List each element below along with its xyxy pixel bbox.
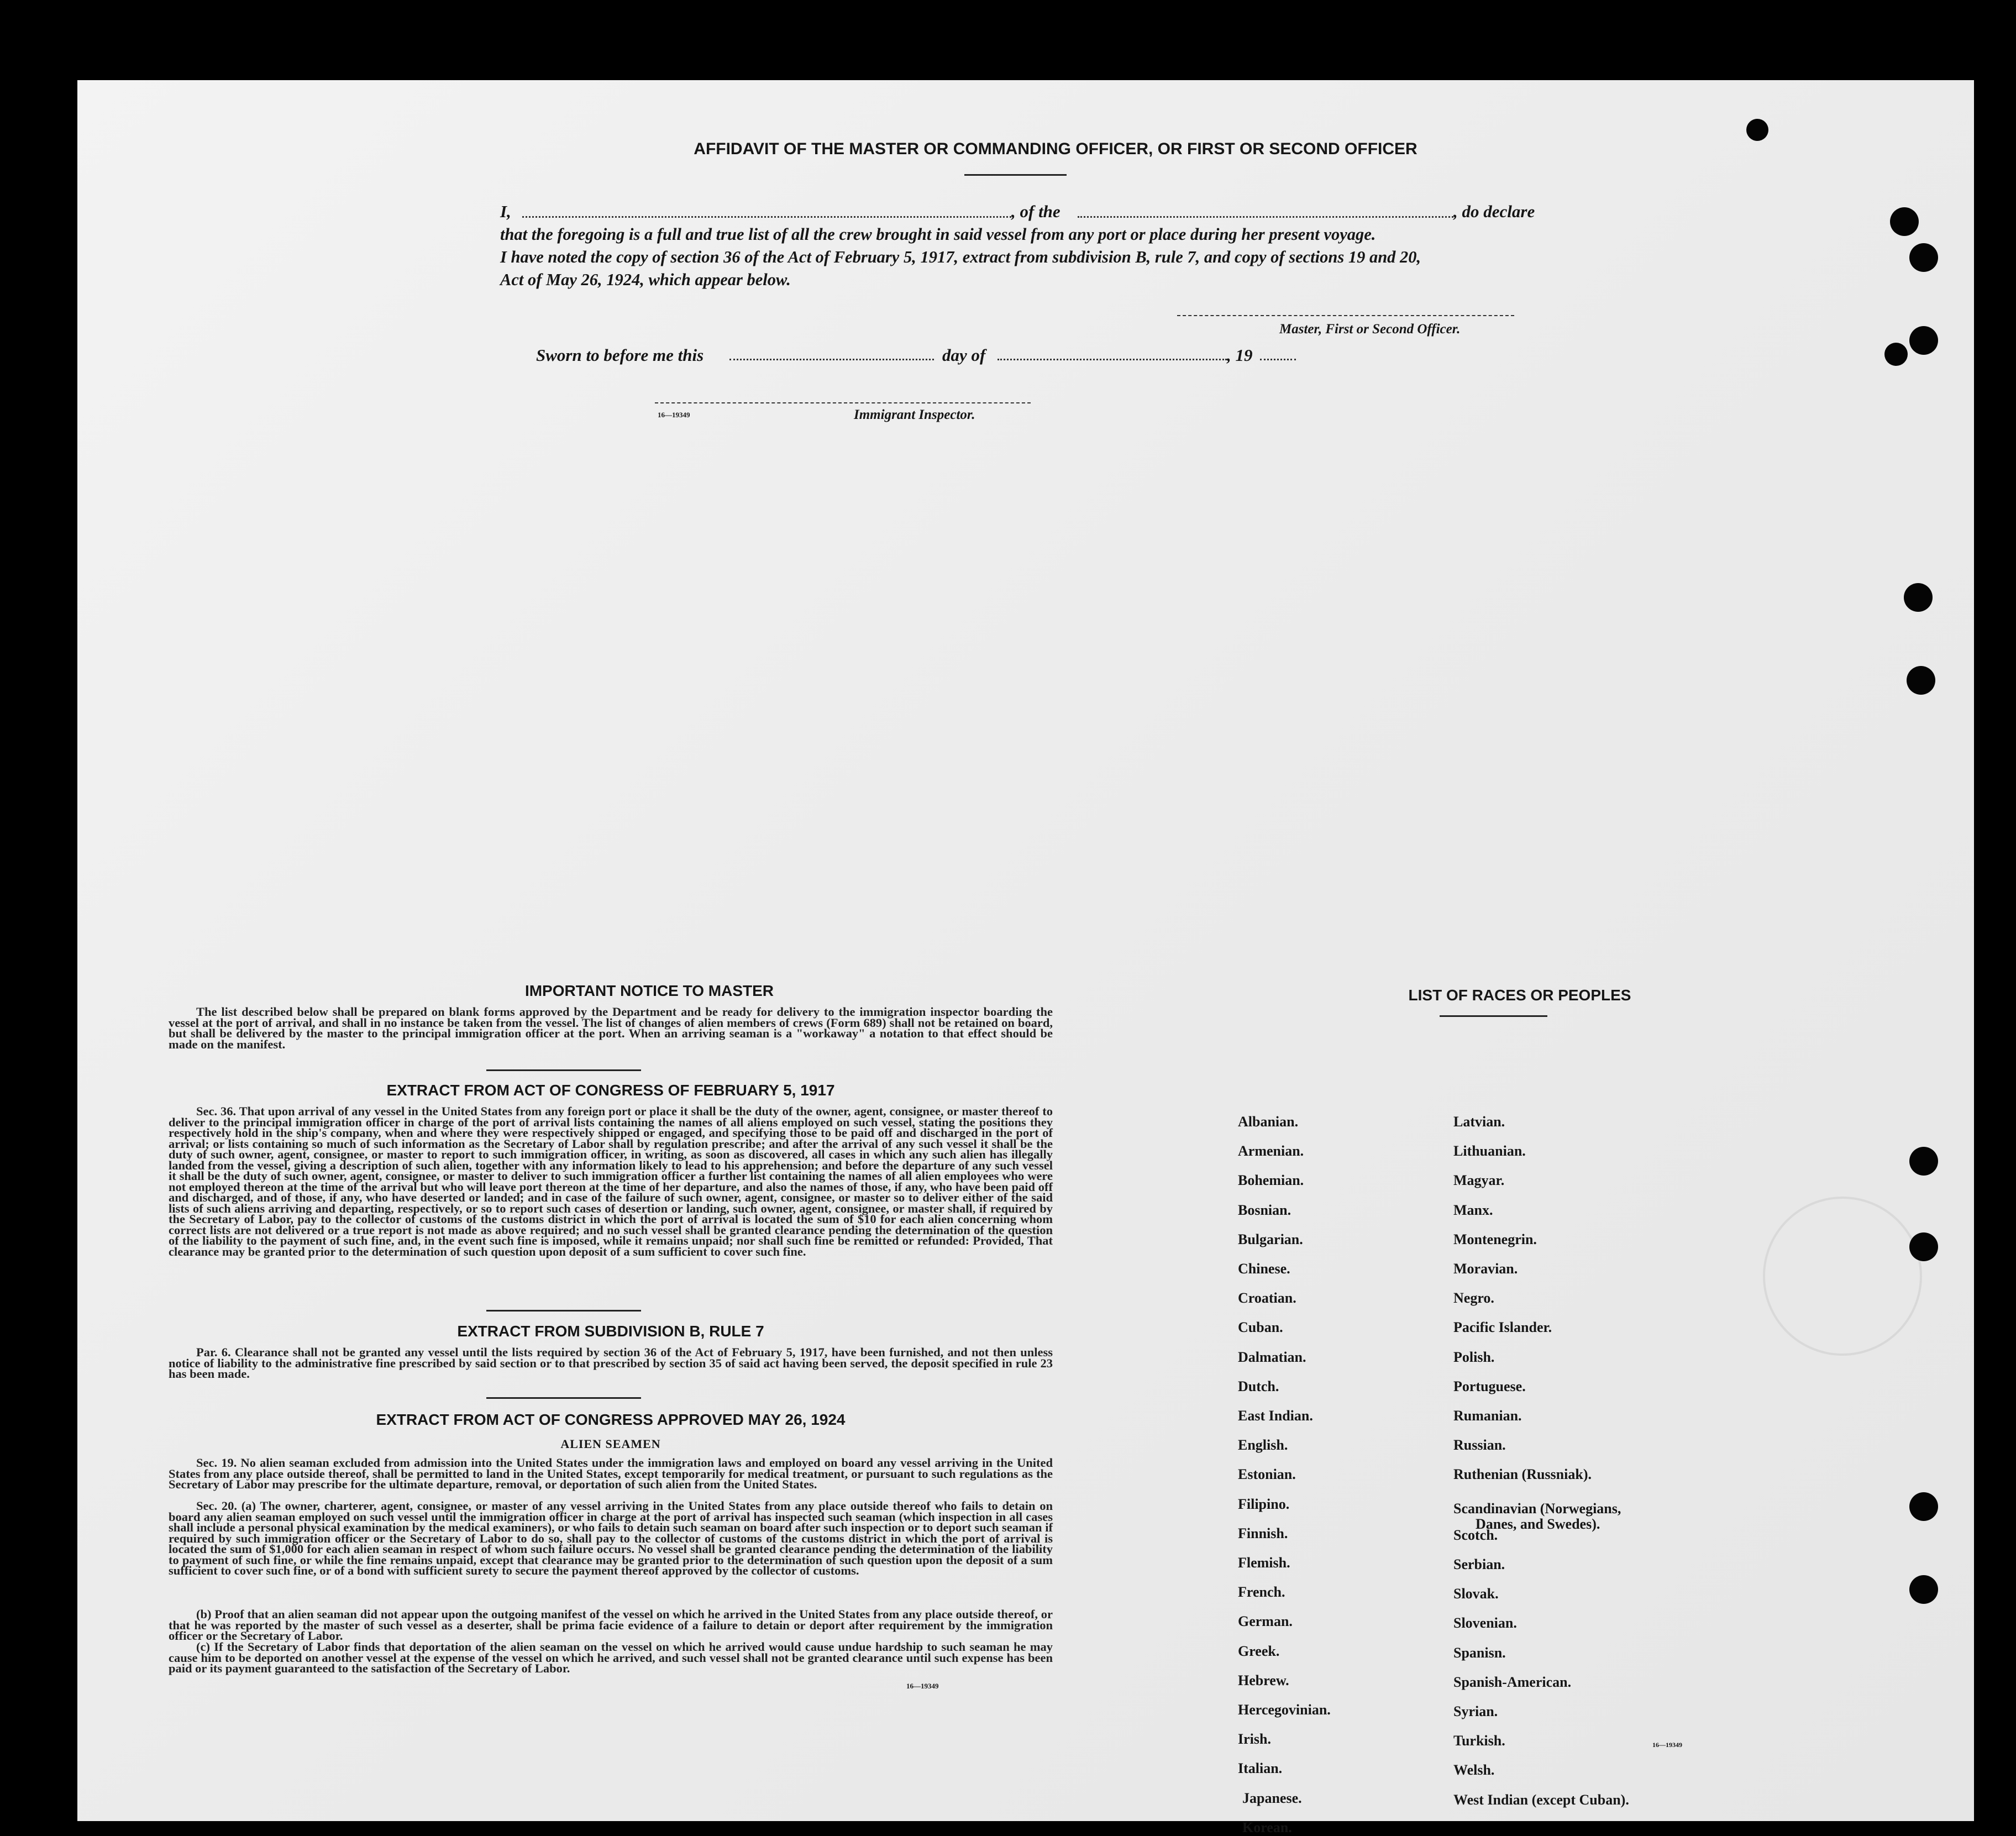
race-left-item: Korean.: [1242, 1819, 1292, 1835]
race-left-item: Italian.: [1238, 1760, 1283, 1777]
extract-1917-title: EXTRACT FROM ACT OF CONGRESS OF FEBRUARY 5, 1917: [386, 1082, 835, 1099]
affidavit-of-the: , of the: [1011, 202, 1060, 221]
extract-rule7-text: Par. 6. Clearance shall not be granted any vessel until the lists required by section 36 of the Act of February 5, 1917, have been furnished, and not then unless notice of liability to the administrative fine prescribed by said section or to that prescribed by section 35 of said act having been served, the deposit specified in rule 23 has been made.: [169, 1345, 1053, 1381]
race-left-item: Japanese.: [1242, 1790, 1302, 1806]
race-right-item: Welsh.: [1453, 1762, 1495, 1779]
form-number-right: 16—19349: [1652, 1741, 1682, 1749]
punch-hole: [1907, 666, 1935, 695]
form-number-left: 16—19349: [906, 1682, 939, 1690]
races-divider: [1440, 1015, 1547, 1017]
extract-rule7-title: EXTRACT FROM SUBDIVISION B, RULE 7: [457, 1323, 764, 1340]
race-left-item: Flemish.: [1238, 1555, 1290, 1571]
name-blank[interactable]: [522, 201, 1011, 218]
sec19-text: Sec. 19. No alien seaman excluded from admission into the United States under the immigration laws and employed on board any vessel arriving in the United States from any place outside thereof, shall be permitted to land in the United States, except temporarily for medical treatment, or pursuant to such regulations as the Secretary of Labor may prescribe for the ultimate departure, removal, or deportation of such alien from the United States.: [169, 1456, 1053, 1491]
race-left-item: Hebrew.: [1238, 1672, 1289, 1688]
punch-hole: [1909, 243, 1938, 272]
race-left-item: Greek.: [1238, 1643, 1280, 1659]
race-right-item: Polish.: [1453, 1349, 1495, 1365]
day-of-label: day of: [942, 345, 986, 365]
race-left-item: German.: [1238, 1613, 1293, 1630]
race-right-item: Spanisn.: [1453, 1644, 1506, 1661]
race-left-item: Estonian.: [1238, 1466, 1296, 1483]
race-left-item: Cuban.: [1238, 1319, 1283, 1336]
punch-hole: [1909, 326, 1938, 355]
race-left-item: East Indian.: [1238, 1408, 1313, 1424]
race-left-item: Filipino.: [1238, 1496, 1290, 1512]
race-right-item: Magyar.: [1453, 1172, 1505, 1189]
inspector-label: Immigrant Inspector.: [854, 407, 975, 422]
affidavit-do-declare: , do declare: [1453, 202, 1535, 221]
race-right-item: Latvian.: [1453, 1114, 1505, 1130]
document-page: [77, 80, 1974, 1835]
race-right-item: Manx.: [1453, 1202, 1493, 1218]
affidavit-line-1: that the foregoing is a full and true list of all the crew brought in said vessel from any port or place during her present voyage.: [500, 225, 1376, 244]
punch-hole: [1909, 1147, 1938, 1176]
punch-hole: [1909, 1232, 1938, 1261]
race-right-item: Montenegrin.: [1453, 1231, 1537, 1247]
punch-hole: [1884, 343, 1908, 366]
affidavit-line-3: Act of May 26, 1924, which appear below.: [500, 270, 791, 289]
affidavit-title: AFFIDAVIT OF THE MASTER OR COMMANDING OFFICER, OR FIRST OR SECOND OFFICER: [694, 140, 1418, 158]
race-left-item: Chinese.: [1238, 1261, 1290, 1277]
race-right-item: Turkish.: [1453, 1733, 1505, 1749]
affidavit-line-2: I have noted the copy of section 36 of the Act of February 5, 1917, extract from subdivision B, rule 7, and copy of sections 19 and 20,: [500, 248, 1421, 266]
punch-hole: [1746, 119, 1768, 141]
race-right-item: Slovak.: [1453, 1586, 1499, 1602]
race-left-item: Finnish.: [1238, 1525, 1288, 1541]
race-right-item: Serbian.: [1453, 1556, 1505, 1572]
punch-hole: [1890, 207, 1919, 236]
race-right-item: Scotch.: [1453, 1526, 1498, 1543]
extract-rule7-divider: [486, 1397, 641, 1399]
vessel-blank[interactable]: [1078, 201, 1453, 218]
year-blank[interactable]: [1260, 347, 1296, 360]
notice-divider: [486, 1069, 641, 1071]
faint-seal: [1763, 1197, 1922, 1356]
month-blank[interactable]: [998, 347, 1227, 360]
races-title: LIST OF RACES OR PEOPLES: [1408, 987, 1631, 1004]
extract-1917-divider: [486, 1310, 641, 1312]
race-left-item: Bulgarian.: [1238, 1231, 1303, 1247]
sec20a-text: Sec. 20. (a) The owner, charterer, agent, consignee, or master of any vessel arriving in the United States from any place outside thereof who fails to detain on board any alien seaman employed on such vessel until the immigration officer in charge at the port of arrival has inspected such seaman (which inspection in all cases shall include a personal physical examination by the medical examiners), or who fails to detain such seaman on board after such inspection or to deport such seaman if required by such immigration officer or the Secretary of Labor to do so, shall pay to the collector of customs of the customs district in which the port of arrival is located the sum of $1,000 for each alien seaman in respect of whom such failure occurs. No vessel shall be granted clearance pending the determination of the liability to payment of such fine, or while the fine remains unpaid, except that clearance may be granted prior to the determination of such question upon the deposit of a sum sufficient to cover such fine, or of a bond with sufficient surety to secure the payment thereof approved by the collector of customs.: [169, 1499, 1053, 1577]
race-right-item: Russian.: [1453, 1437, 1506, 1454]
race-left-item: Albanian.: [1238, 1114, 1299, 1130]
race-right-item: Pacific Islander.: [1453, 1319, 1552, 1336]
sworn-label: Sworn to before me this: [536, 345, 704, 365]
race-right-item: Lithuanian.: [1453, 1143, 1526, 1160]
race-right-item: Danes, and Swedes).: [1476, 1515, 1600, 1532]
form-number-top: 16—19349: [658, 411, 690, 419]
race-left-item: Armenian.: [1238, 1143, 1304, 1160]
race-right-item: Rumanian.: [1453, 1408, 1522, 1424]
extract-1917-text: Sec. 36. That upon arrival of any vessel in the United States from any foreign port or place it shall be the duty of the owner, agent, consignee, or master thereof to deliver to the principal immigration officer in charge of the port of arrival lists containing the names of all aliens employed on such vessel, stating the positions they respectively hold in the ship's company, when and where they were respectively shipped or engaged, and specifying those to be paid off and discharged in the port of arrival; or lists containing so much of such information as the Secretary of Labor shall by regulation prescribe; and after the arrival of any such vessel it shall be the duty of such owner, agent, consignee, or master to report to such immigration officer, in writing, as soon as discovered, all cases in which any such alien has illegally landed from the vessel, giving a description of such alien, together with any information likely to lead to his apprehension; and before the departure of any such vessel it shall be the duty of such owner, agent, consignee, or master to deliver to such immigration officer a further list containing the names of all alien employees who were not employed thereon at the time of the arrival but who will leave port thereon at the time of her departure, and also the names of those, if any, who have been paid off and discharged, and of those, if any, who have deserted or landed; and in case of the failure of such owner, agent, consignee, or master so to deliver either of the said lists of such aliens arriving and departing, respectively, or so to report such cases of desertion or landing, such owner, agent, consignee, or master shall, if required by the Secretary of Labor, pay to the collector of customs of the customs district in which the port of arrival is located the sum of $10 for each alien concerning whom correct lists are not delivered or a true report is not made as above required; and no such vessel shall be granted clearance pending the determination of the question of the liability to the payment of such fine, and, in the event such fine is imposed, while it remains unpaid; nor shall such fine be remitted or refunded: Provided, That clearance may be granted prior to the determination of such question upon deposit of a sum sufficient to cover such fine.: [169, 1104, 1053, 1258]
race-left-item: Dalmatian.: [1238, 1349, 1306, 1365]
race-right-item: Moravian.: [1453, 1261, 1518, 1277]
race-right-item: Portuguese.: [1453, 1378, 1526, 1394]
punch-hole: [1909, 1492, 1938, 1521]
year-label: , 19: [1227, 345, 1253, 365]
race-right-item: Spanish-American.: [1453, 1674, 1572, 1690]
extract-1924-title: EXTRACT FROM ACT OF CONGRESS APPROVED MAY 26, 1924: [376, 1411, 846, 1428]
race-left-item: Bosnian.: [1238, 1202, 1292, 1218]
race-left-item: Irish.: [1238, 1731, 1271, 1748]
race-right-item: Syrian.: [1453, 1703, 1498, 1719]
title-divider: [964, 174, 1067, 176]
notice-text: The list described below shall be prepared on blank forms approved by the Department and be ready for delivery to the immigration inspector boarding the vessel at the port of arrival, and shall in no instance be taken from the vessel. The list of changes of alien members of crews (Form 689) shall not be retained on board, but shall be delivered by the master to the principal immigration officer at the port. When an arriving seaman is a "workaway" a notation to that effect should be made on the manifest.: [169, 1005, 1053, 1051]
sec20b-text: (b) Proof that an alien seaman did not appear upon the outgoing manifest of the vessel on which he arrived in the United States from any place outside thereof, or that he was reported by the master of such vessel as a deserter, shall be prima facie evidence of a failure to detain or deport after requirement by the immigration officer or the Secretary of Labor.: [169, 1607, 1053, 1643]
race-left-item: English.: [1238, 1437, 1288, 1454]
race-left-item: Dutch.: [1238, 1378, 1279, 1394]
race-right-item: West Indian (except Cuban).: [1453, 1791, 1629, 1808]
race-left-item: Hercegovinian.: [1238, 1702, 1331, 1718]
race-left-item: French.: [1238, 1584, 1285, 1601]
master-signature-line[interactable]: [1177, 310, 1514, 316]
sec20c-text: (c) If the Secretary of Labor finds that deportation of the alien seaman on the vessel on which he arrived would cause undue hardship to such seaman he may cause him to be deported on another vessel at the expense of the vessel on which he arrived, and such vessel shall not be granted clearance until such expense has been paid or its payment guaranteed to the satisfaction of the Secretary of Labor.: [169, 1640, 1053, 1675]
punch-hole: [1904, 583, 1933, 612]
alien-seamen-subtitle: ALIEN SEAMEN: [560, 1437, 661, 1451]
punch-hole: [1909, 1575, 1938, 1604]
master-label: Master, First or Second Officer.: [1279, 322, 1461, 337]
affidavit-i: I,: [500, 202, 511, 221]
race-right-item: Scandinavian (Norwegians,: [1453, 1500, 1621, 1517]
race-right-item: Ruthenian (Russniak).: [1453, 1466, 1592, 1483]
race-left-item: Croatian.: [1238, 1290, 1296, 1307]
notice-title: IMPORTANT NOTICE TO MASTER: [524, 982, 774, 999]
inspector-signature-line[interactable]: [655, 398, 1031, 403]
race-right-item: Negro.: [1453, 1290, 1494, 1307]
sworn-day-blank[interactable]: [729, 347, 934, 360]
race-left-item: Bohemian.: [1238, 1172, 1304, 1189]
race-right-item: Slovenian.: [1453, 1615, 1517, 1632]
